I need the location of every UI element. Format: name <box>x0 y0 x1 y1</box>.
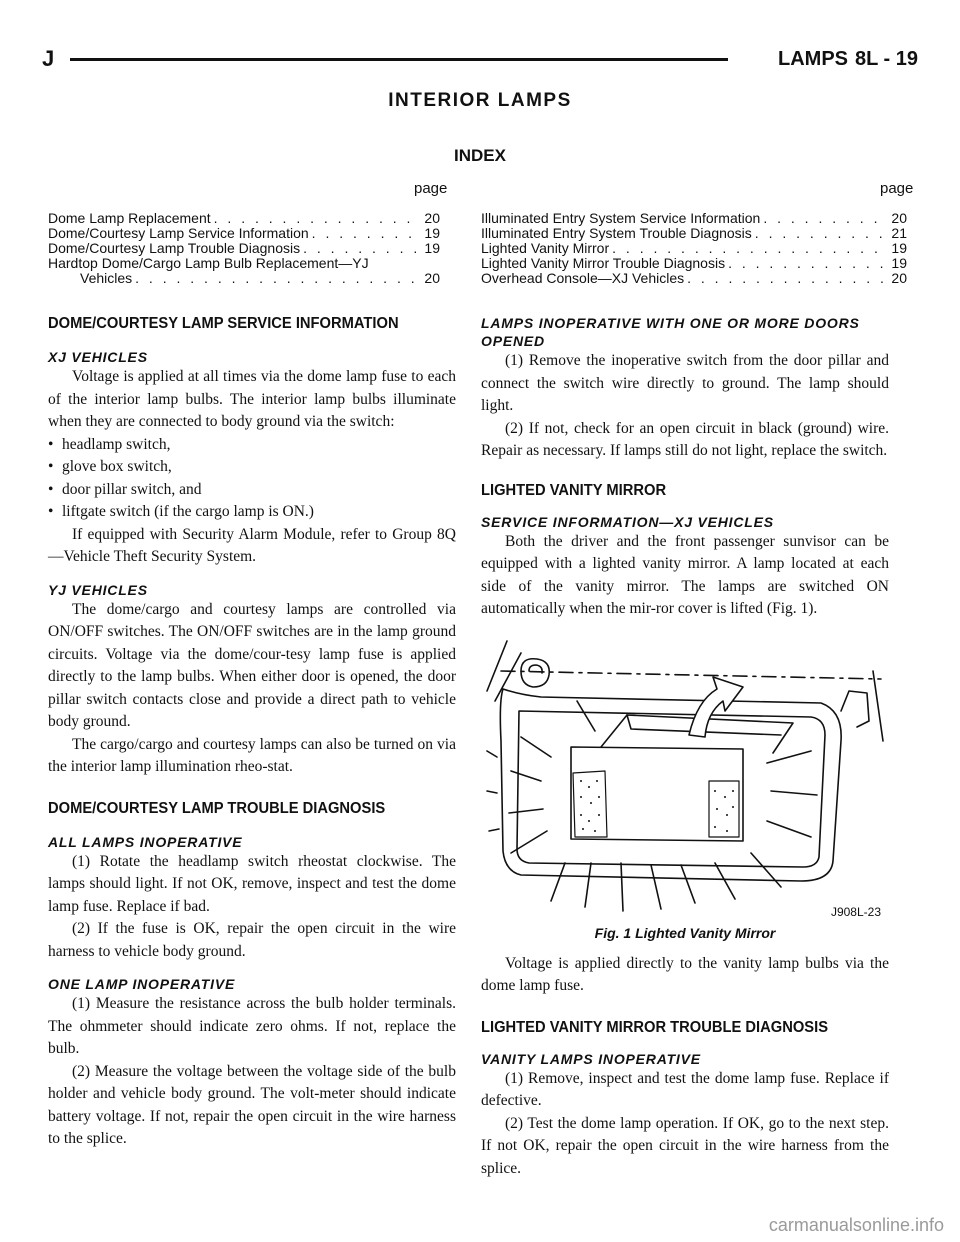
section-heading: DOME/COURTESY LAMP SERVICE INFORMATION <box>48 315 399 332</box>
left-column <box>48 314 456 1151</box>
subsection-heading: YJ VEHICLES <box>48 581 148 598</box>
paragraph: Voltage is applied directly to the vanity lamp bulbs via the dome lamp fuse. <box>481 954 889 994</box>
index-entry[interactable]: Dome/Courtesy Lamp Trouble Diagnosis . . . 19 <box>48 241 440 256</box>
figure-lighted-vanity-mirror <box>481 631 889 921</box>
paragraph: Both the driver and the front passenger sunvisor can be equipped with a lighted vanity mirror. A lamp located at each side of the vanity mirror. The lamps are switched ON automatically when the mir-ror cover is lifted (Fig. 1). <box>481 532 889 617</box>
figure-caption: Fig. 1 Lighted Vanity Mirror <box>594 924 776 941</box>
paragraph: Voltage is applied at all times via the dome lamp fuse to each of the interior lamp bulbs. The interior lamp bulbs illuminate when they are connected to body ground via the switch: <box>48 368 456 430</box>
index-entry[interactable]: Lighted Vanity Mirror Trouble Diagnosis . . . 19 <box>481 256 907 271</box>
paragraph: (2) Measure the voltage between the voltage side of the bulb holder and vehicle body ground. The volt-meter should indicate battery voltage. If not, repair the open circuit in the wire harness to the splice. <box>48 1062 456 1147</box>
subsection-heading: ALL LAMPS INOPERATIVE <box>48 833 243 850</box>
page-title: INTERIOR LAMPS <box>388 90 572 111</box>
index-entry[interactable]: Hardtop Dome/Cargo Lamp Bulb Replacement—YJ <box>48 255 369 271</box>
watermark: carmanualsonline.info <box>768 1215 944 1235</box>
paragraph: (2) If not, check for an open circuit in black (ground) wire. Repair as necessary. If lamps still do not light, replace the switch. <box>481 419 889 459</box>
index-page-label-left: page <box>414 180 448 197</box>
paragraph: If equipped with Security Alarm Module, refer to Group 8Q—Vehicle Theft Security System. <box>48 525 456 565</box>
paragraph: The dome/cargo and courtesy lamps are controlled via ON/OFF switches. The ON/OFF switches are in the lamp ground circuits. Voltage via the dome/cour-tesy lamp fuse is applied directly to the lamp bulbs. When either door is opened, the door pillar switch contacts close and provide a direct path to vehicle body ground. <box>48 600 456 730</box>
paragraph: (1) Remove, inspect and test the dome lamp fuse. Replace if defective. <box>481 1069 889 1109</box>
header-rule <box>70 58 728 61</box>
index-entry[interactable]: Dome/Courtesy Lamp Service Information . . . 19 <box>48 226 440 241</box>
section-heading: DOME/COURTESY LAMP TROUBLE DIAGNOSIS <box>48 799 386 817</box>
bullet-item: • liftgate switch (if the cargo lamp is ON.) <box>48 503 314 520</box>
subsection-heading: ONE LAMP INOPERATIVE <box>48 976 236 992</box>
index-entry[interactable]: Lighted Vanity Mirror . . . 19 <box>481 241 907 256</box>
vanity-mirror-illustration <box>481 631 889 921</box>
section-heading: LIGHTED VANITY MIRROR <box>481 481 667 499</box>
header-page-number: 8L - 19 <box>855 48 918 70</box>
index-entry[interactable]: Illuminated Entry System Service Information . . . 20 <box>481 211 907 226</box>
header-section: LAMPS <box>778 48 848 70</box>
page-header <box>42 44 918 74</box>
right-column <box>481 314 889 1180</box>
paragraph: (1) Remove the inoperative switch from the door pillar and connect the switch wire directly to ground. The lamp should light. <box>481 352 889 414</box>
bullet-item: • door pillar switch, and <box>48 480 202 498</box>
subsection-heading: VANITY LAMPS INOPERATIVE <box>481 1050 701 1067</box>
header-letter: J <box>42 46 55 71</box>
subsection-heading: LAMPS INOPERATIVE WITH ONE OR MORE DOORS OPENED <box>481 315 860 349</box>
paragraph: (1) Rotate the headlamp switch rheostat clockwise. The lamps should light. If not OK, remove, inspect and test the dome lamp fuse. Replace if bad. <box>48 852 456 915</box>
subsection-heading: SERVICE INFORMATION—XJ VEHICLES <box>481 513 774 530</box>
paragraph: (1) Measure the resistance across the bulb holder terminals. The ohmmeter should indicate zero ohms. If not, replace the bulb. <box>48 995 456 1057</box>
figure-code: J908L-23 <box>830 904 881 919</box>
index-entry[interactable]: Illuminated Entry System Trouble Diagnosis . . . 21 <box>481 226 907 241</box>
index-entry[interactable]: Dome Lamp Replacement . . . 20 <box>48 211 440 226</box>
bullet-item: • headlamp switch, <box>48 435 171 453</box>
section-heading: LIGHTED VANITY MIRROR TROUBLE DIAGNOSIS <box>481 1018 829 1036</box>
paragraph: (2) Test the dome lamp operation. If OK, go to the next step. If not OK, repair the open circuit in the wire harness from the splice. <box>481 1114 889 1177</box>
index-right-list <box>481 211 907 286</box>
paragraph: The cargo/cargo and courtesy lamps can also be turned on via the interior lamp illumination rheo-stat. <box>48 735 456 775</box>
paragraph: (2) If the fuse is OK, repair the open circuit in the wire harness to vehicle body ground. <box>48 920 456 960</box>
index-entry[interactable]: Vehicles . . . 20 <box>48 271 440 286</box>
index-heading: INDEX <box>454 146 506 165</box>
index-left-list <box>48 211 440 286</box>
subsection-heading: XJ VEHICLES <box>48 349 148 365</box>
index-page-label-right: page <box>880 180 914 197</box>
index-entry[interactable]: Overhead Console—XJ Vehicles . . . 20 <box>481 271 907 286</box>
bullet-item: • glove box switch, <box>48 458 172 475</box>
